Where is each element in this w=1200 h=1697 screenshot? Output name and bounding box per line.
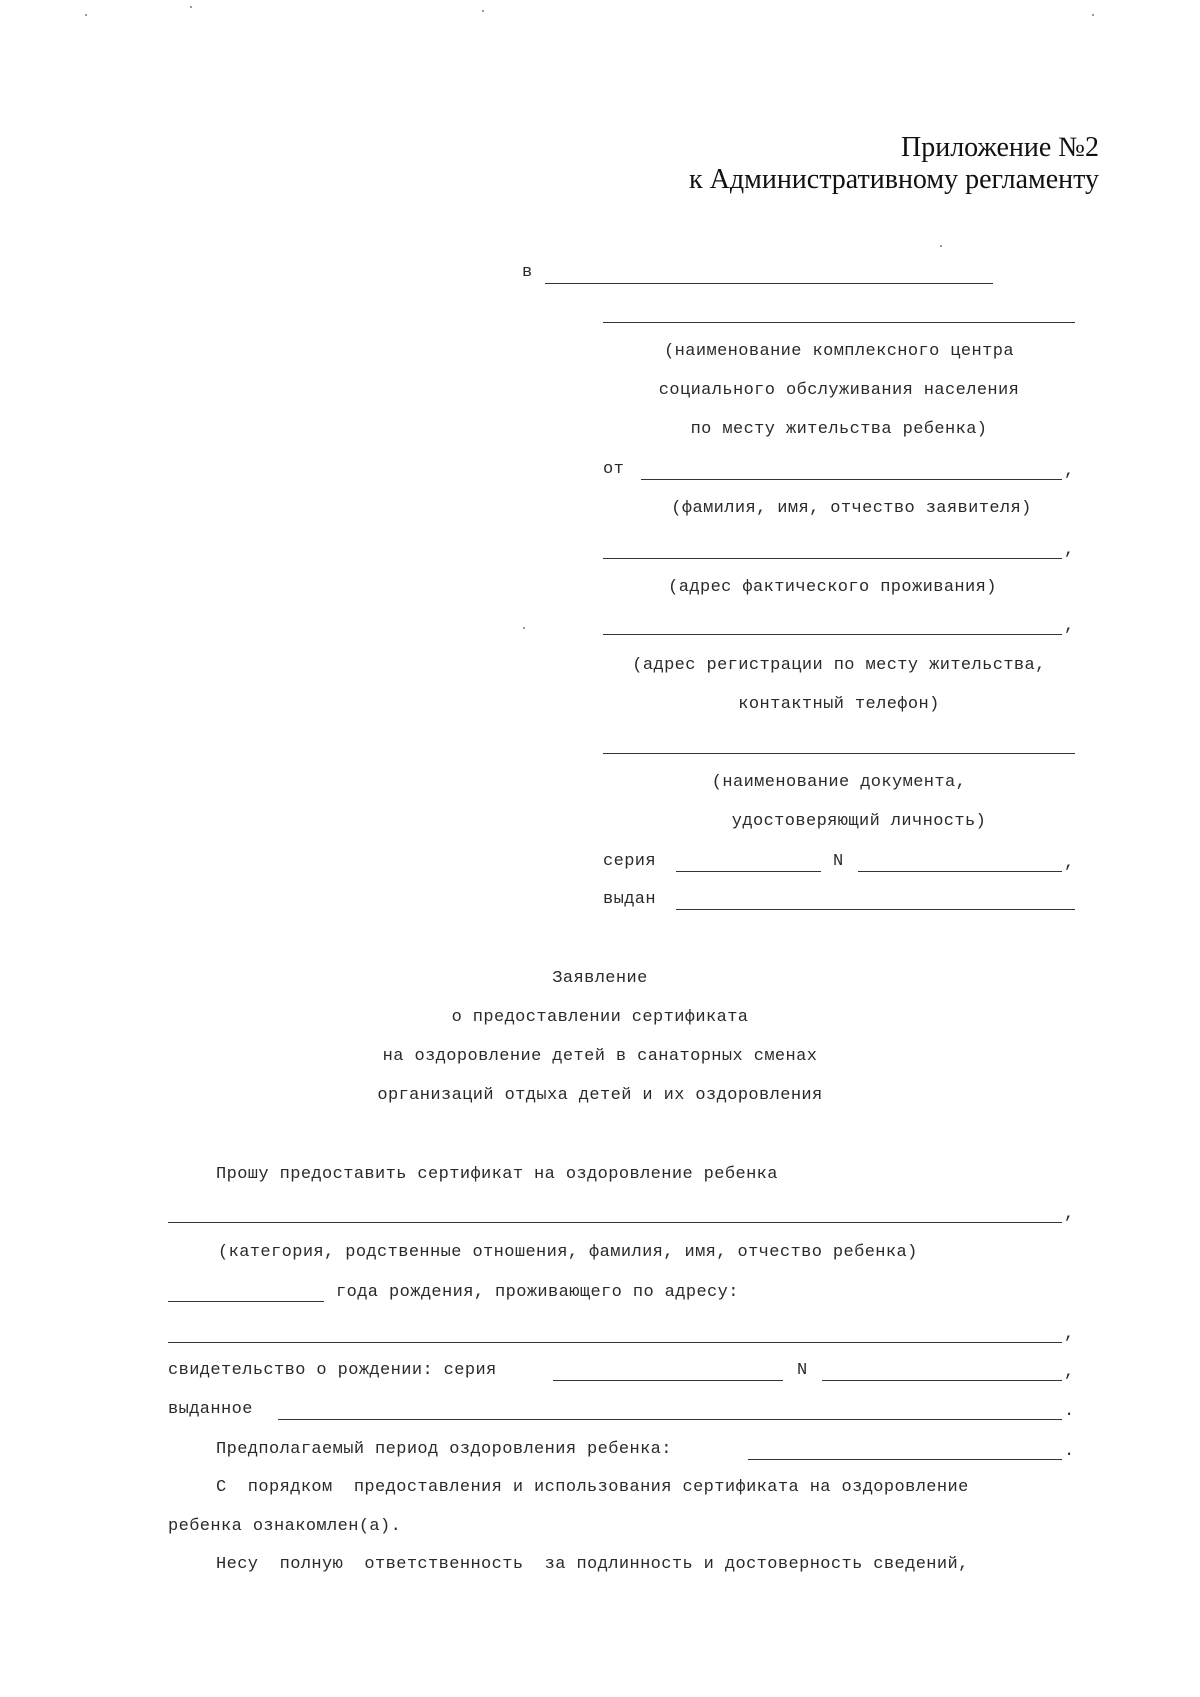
child-caption: (категория, родственные отношения, фамилия, имя, отчество ребенка)	[218, 1243, 918, 1262]
appendix-title: Приложение №2	[901, 132, 1099, 163]
familiarized-text-1: С порядком предоставления и использования сертификата на оздоровление	[216, 1478, 969, 1497]
to-center-field[interactable]	[545, 283, 993, 284]
statement-subtitle-2: на оздоровление детей в санаторных сменах	[382, 1047, 818, 1066]
scan-speck	[85, 14, 87, 16]
comma: ,	[1064, 541, 1075, 560]
center-caption-3: по месту жительства ребенка)	[690, 420, 988, 439]
series-label: серия	[603, 852, 657, 871]
actual-address-caption: (адрес фактического проживания)	[668, 578, 997, 597]
identity-document-field[interactable]	[603, 753, 1075, 754]
to-prefix: в	[522, 263, 533, 282]
scan-speck	[523, 627, 525, 629]
scan-speck	[1092, 14, 1094, 16]
statement-subtitle-3: организаций отдыха детей и их оздоровления	[377, 1086, 823, 1105]
applicant-name-field[interactable]	[641, 479, 1062, 480]
comma: ,	[1064, 854, 1075, 873]
birth-year-text: года рождения, проживающего по адресу:	[336, 1283, 739, 1302]
comma: ,	[1064, 1205, 1075, 1224]
registration-caption-1: (адрес регистрации по месту жительства,	[632, 656, 1046, 675]
comma: ,	[1064, 1363, 1075, 1382]
period-field[interactable]	[748, 1459, 1062, 1460]
request-text: Прошу предоставить сертификат на оздоровление ребенка	[216, 1165, 778, 1184]
birth-certificate-series-field[interactable]	[553, 1380, 783, 1381]
document-number-field[interactable]	[858, 871, 1062, 872]
birth-certificate-series-label: свидетельство о рождении: серия	[168, 1361, 497, 1380]
period-label: Предполагаемый период оздоровления ребенка:	[216, 1440, 672, 1459]
statement-subtitle-1: о предоставлении сертификата	[451, 1008, 749, 1027]
child-address-field[interactable]	[168, 1342, 1062, 1343]
comma: ,	[1064, 617, 1075, 636]
issued-label: выдан	[603, 890, 657, 909]
comma: ,	[1064, 462, 1075, 481]
from-prefix: от	[603, 460, 625, 479]
document-caption-1: (наименование документа,	[711, 773, 967, 792]
center-caption-2: социального обслуживания населения	[658, 381, 1020, 400]
scan-speck	[190, 6, 192, 8]
statement-title: Заявление	[552, 969, 648, 988]
document-issued-field[interactable]	[676, 909, 1075, 910]
scan-speck	[482, 10, 484, 12]
document-caption-2: удостоверяющий личность)	[731, 812, 987, 831]
period-dot: .	[1064, 1402, 1075, 1421]
scan-speck	[940, 245, 942, 247]
responsibility-text: Несу полную ответственность за подлинность и достоверность сведений,	[216, 1555, 969, 1574]
birth-certificate-number-field[interactable]	[822, 1380, 1062, 1381]
registration-caption-2: контактный телефон)	[738, 695, 940, 714]
registration-address-field[interactable]	[603, 634, 1062, 635]
issued-by-label: выданное	[168, 1400, 253, 1419]
comma: ,	[1064, 1325, 1075, 1344]
child-info-field[interactable]	[168, 1222, 1062, 1223]
actual-address-field[interactable]	[603, 558, 1062, 559]
to-center-field-line2[interactable]	[603, 322, 1075, 323]
birth-year-field[interactable]	[168, 1301, 324, 1302]
center-caption-1: (наименование комплексного центра	[664, 342, 1014, 361]
birth-certificate-number-label: N	[797, 1361, 808, 1380]
document-series-field[interactable]	[676, 871, 821, 872]
regulation-title: к Административному регламенту	[689, 164, 1099, 195]
period-dot: .	[1064, 1442, 1075, 1461]
applicant-caption: (фамилия, имя, отчество заявителя)	[671, 499, 1032, 518]
number-label: N	[833, 852, 844, 871]
familiarized-text-2: ребенка ознакомлен(а).	[168, 1517, 402, 1536]
certificate-issued-field[interactable]	[278, 1419, 1062, 1420]
